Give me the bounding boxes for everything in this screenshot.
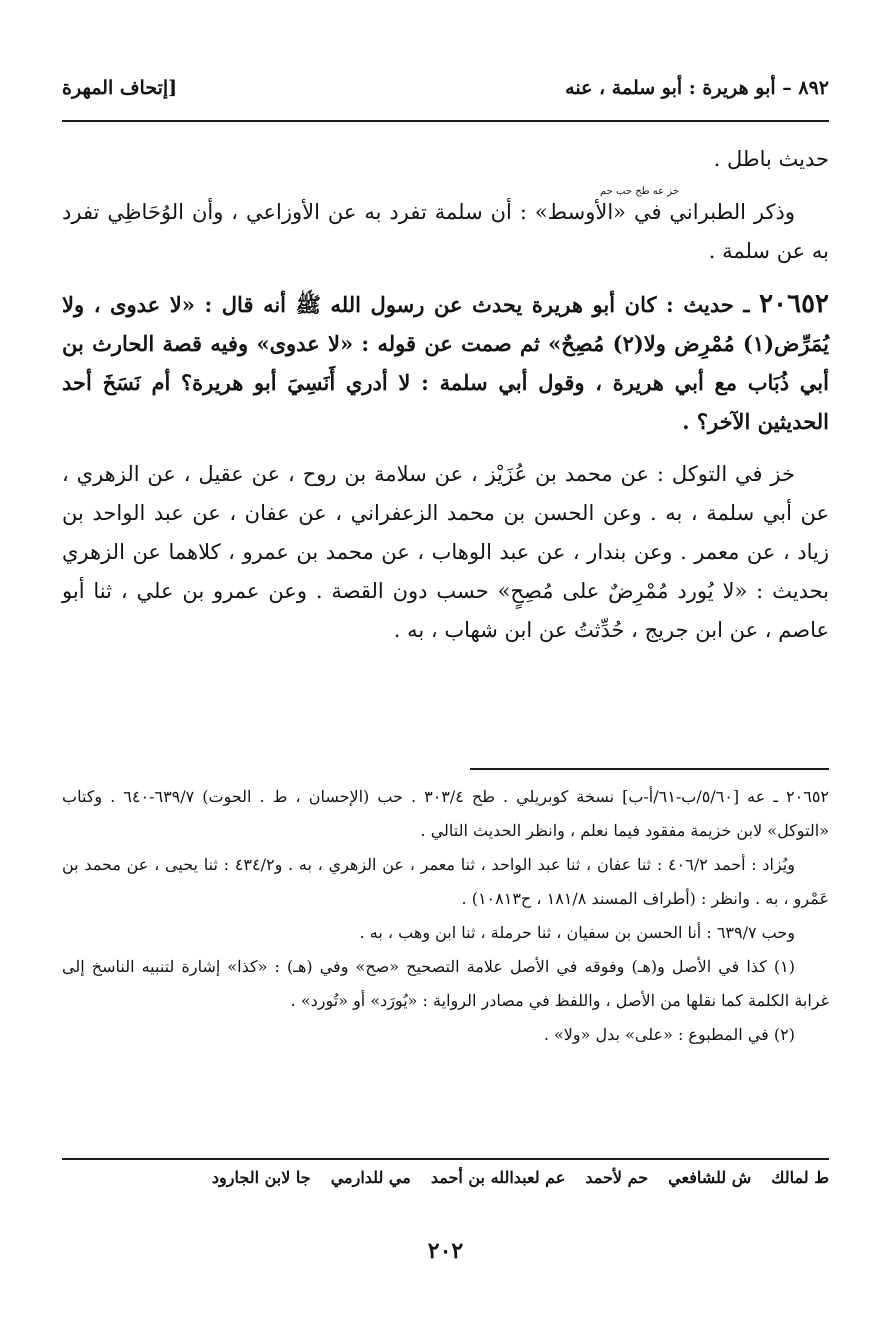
legend-item: عم لعبدالله بن أحمد	[430, 1168, 566, 1187]
footnote-source: ٢٠٦٥٢ ـ عه [٥/٦٠/ب-٦١/أ-ب] نسخة كوبريلي . طح ٣٠٣/٤ . حب (الإحسان ، ط . الحوت) ٦٣٩/٧-٦٤٠ . وكتاب «التوكل» لابن خزيمة مفقود فيما نعلم ، وانظر الحديث التالي .	[62, 787, 830, 840]
source-symbols: خز عه طح حب حم	[600, 186, 679, 197]
legend-item: ش للشافعي	[668, 1168, 752, 1187]
page-number: ٢٠٢	[427, 1238, 464, 1264]
hadith-number: ٢٠٦٥٢	[759, 289, 829, 319]
legend-item: مي للدارمي	[330, 1168, 411, 1187]
footnote-1: (١) كذا في الأصل و(هـ) وفوقه في الأصل علامة التصحيح «صح» وفي (هـ) : «كذا» إشارة لتنبيه الناسخ إلى غرابة الكلمة كما نقلها من الأصل ، واللفظ في مصادر الرواية : «يُورَد» أو «تُورد» .	[62, 957, 829, 1010]
running-header	[62, 70, 829, 106]
legend-item: حم لأحمد	[585, 1168, 649, 1187]
main-text	[62, 140, 829, 650]
hadith-text: ـ حديث : كان أبو هريرة يحدث عن رسول الله ﷺ أنه قال : «لا عدوى ، ولا يُمَرِّض(١) مُمْرِض ولا(٢) مُصِحٌ» ثم صمت عن قوله : «لا عدوى» وفيه قصة الحارث بن أبي ذُبَاب مع أبي هريرة ، وقول أبي سلمة : لا أدري أَنَسِيَ أبو هريرة؟ أم نَسَخَ أحد الحديثين الآخر؟ .	[62, 292, 829, 434]
header-chapter: ٨٩٢ – أبو هريرة : أبو سلمة ، عنه	[565, 77, 829, 99]
legend-item: جا لابن الجارود	[211, 1168, 311, 1187]
footnote-rule	[470, 768, 829, 770]
header-rule	[62, 120, 829, 122]
hadith-paragraph	[62, 285, 829, 441]
footnotes	[62, 780, 829, 1052]
symbol-legend	[62, 1168, 829, 1187]
header-book-title: [إتحاف المهرة	[62, 77, 178, 99]
footnote-2: (٢) في المطبوع : «على» بدل «ولا» .	[543, 1025, 795, 1044]
footnote-additions: ويُزاد : أحمد ٤٠٦/٢ : ثنا عفان ، ثنا عبد الواحد ، ثنا معمر ، عن الزهري ، به . و٤٣٤/٢ : ثنا يحيى ، عن محمد بن عَمْرو ، به . وانظر : (أطراف المسند ١٨١/٨ ، ح١٠٨١٣) .	[62, 855, 829, 908]
legend-rule	[62, 1158, 829, 1160]
footnote-hibban: وحب ٦٣٩/٧ : أنا الحسن بن سفيان ، ثنا حرملة ، ثنا ابن وهب ، به .	[359, 923, 795, 942]
paragraph-1: حديث باطل .	[713, 147, 829, 171]
paragraph-2: وذكر الطبراني في «الأوسط» : أن سلمة تفرد به عن الأوزاعي ، وأن الوُحَاظِي تفرد به عن سلمة .	[62, 200, 829, 263]
legend-item: ط لمالك	[771, 1168, 829, 1187]
paragraph-4: خز في التوكل : عن محمد بن عُزَيْز ، عن سلامة بن روح ، عن عقيل ، عن الزهري ، عن أبي سلمة ، به . وعن الحسن بن محمد الزعفراني ، عن عفان ، عن عبد الواحد بن زياد ، عن معمر . وعن بندار ، عن عبد الوهاب ، عن محمد بن عمرو ، كلاهما عن الزهري بحديث : «لا يُورد مُمْرِضٌ على مُصِحٍ» حسب دون القصة . وعن عمرو بن علي ، ثنا أبو عاصم ، عن ابن جريج ، حُدِّثتُ عن ابن شهاب ، به .	[62, 462, 829, 642]
